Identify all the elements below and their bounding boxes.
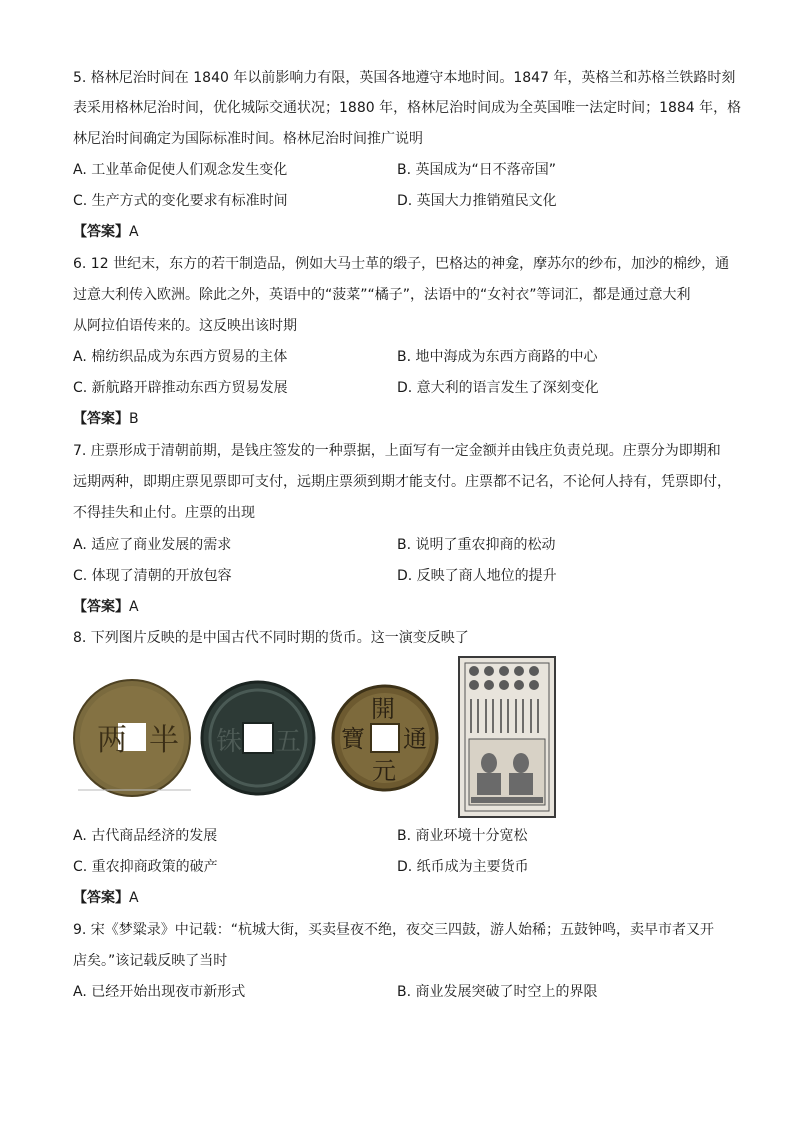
q5-option-c: C. 生产方式的变化要求有标准时间 xyxy=(73,193,288,209)
q8-option-d: D. 纸币成为主要货币 xyxy=(397,859,529,875)
q7-line-2: 远期两种，即期庄票见票即可支付，远期庄票须到期才能支付。庄票都不记名，不论何人持有，凭票即付， xyxy=(73,474,731,490)
paper-money xyxy=(459,657,555,817)
q9-option-b: B. 商业发展突破了时空上的界限 xyxy=(397,984,598,1000)
q9-line-1: 9. 宋《梦粱录》中记载：“杭城大街，买卖昼夜不绝，夜交三四鼓，游人始稀；五鼓钟鸣，卖早市者又开 xyxy=(73,922,715,938)
answer-value: A xyxy=(129,224,139,240)
q7-option-b: B. 说明了重农抑商的松动 xyxy=(397,537,556,553)
q5-option-d: D. 英国大力推销殖民文化 xyxy=(397,193,557,209)
coin3-top-glyph: 開 xyxy=(371,695,395,723)
q5-answer xyxy=(73,222,139,242)
coins-illustration xyxy=(73,655,563,820)
q9-line-2: 店矣。”该记载反映了当时 xyxy=(73,953,228,969)
coin1-left-glyph: 两 xyxy=(97,723,127,758)
q8-line-1: 8. 下列图片反映的是中国古代不同时期的货币。这一演变反映了 xyxy=(73,630,469,646)
q5-option-a: A. 工业革命促使人们观念发生变化 xyxy=(73,162,288,178)
q6-option-c: C. 新航路开辟推动东西方贸易发展 xyxy=(73,380,288,396)
coin1-right-glyph: 半 xyxy=(149,723,179,758)
q6-line-1: 6. 12 世纪末，东方的若干制造品，例如大马士革的缎子，巴格达的神龛，摩苏尔的纱布，加沙的棉纱，通 xyxy=(73,256,730,272)
q6-answer xyxy=(73,409,139,429)
q7-answer xyxy=(73,597,139,617)
answer-tag: 【答案】 xyxy=(73,224,129,240)
answer-value: A xyxy=(129,599,139,615)
q5-line-2: 表采用格林尼治时间，优化城际交通状况；1880 年，格林尼治时间成为全英国唯一法定时间；1884 年，格 xyxy=(73,100,742,116)
answer-value: A xyxy=(129,890,139,906)
coin2-right-glyph: 五 xyxy=(275,727,302,757)
q6-option-d: D. 意大利的语言发生了深刻变化 xyxy=(397,380,599,396)
coin3-left-glyph: 寶 xyxy=(341,725,365,753)
answer-tag: 【答案】 xyxy=(73,599,129,615)
q8-answer xyxy=(73,888,139,908)
q7-line-3: 不得挂失和止付。庄票的出现 xyxy=(73,505,255,521)
q8-option-b: B. 商业环境十分宽松 xyxy=(397,828,528,844)
q6-line-2: 过意大利传入欧洲。除此之外，英语中的“菠菜”“橘子”，法语中的“女衬衣”等词汇，都是通过意大利 xyxy=(73,287,691,303)
q8-option-a: A. 古代商品经济的发展 xyxy=(73,828,218,844)
q5-option-b: B. 英国成为“日不落帝国” xyxy=(397,162,557,178)
q7-line-1: 7. 庄票形成于清朝前期，是钱庄签发的一种票据，上面写有一定金额并由钱庄负责兑现。庄票分为即期和 xyxy=(73,443,721,459)
wuzhu-coin xyxy=(202,682,314,794)
q5-line-3: 林尼治时间确定为国际标准时间。格林尼治时间推广说明 xyxy=(73,131,423,147)
q7-option-d: D. 反映了商人地位的提升 xyxy=(397,568,557,584)
q6-option-b: B. 地中海成为东西方商路的中心 xyxy=(397,349,598,365)
kaiyuan-coin xyxy=(333,686,437,790)
answer-value: B xyxy=(129,411,139,427)
coin3-right-glyph: 通 xyxy=(403,725,427,753)
q9-option-a: A. 已经开始出现夜市新形式 xyxy=(73,984,246,1000)
coin3-bottom-glyph: 元 xyxy=(372,757,396,785)
q7-option-c: C. 体现了清朝的开放包容 xyxy=(73,568,232,584)
answer-tag: 【答案】 xyxy=(73,890,129,906)
q6-option-a: A. 棉纺织品成为东西方贸易的主体 xyxy=(73,349,288,365)
q8-option-c: C. 重农抑商政策的破产 xyxy=(73,859,218,875)
coin2-left-glyph: 铢 xyxy=(216,727,243,757)
answer-tag: 【答案】 xyxy=(73,411,129,427)
q6-line-3: 从阿拉伯语传来的。这反映出该时期 xyxy=(73,318,297,334)
banliang-coin xyxy=(74,680,191,796)
q5-line-1: 5. 格林尼治时间在 1840 年以前影响力有限，英国各地遵守本地时间。1847 年，英格兰和苏格兰铁路时刻 xyxy=(73,70,736,86)
q7-option-a: A. 适应了商业发展的需求 xyxy=(73,537,232,553)
